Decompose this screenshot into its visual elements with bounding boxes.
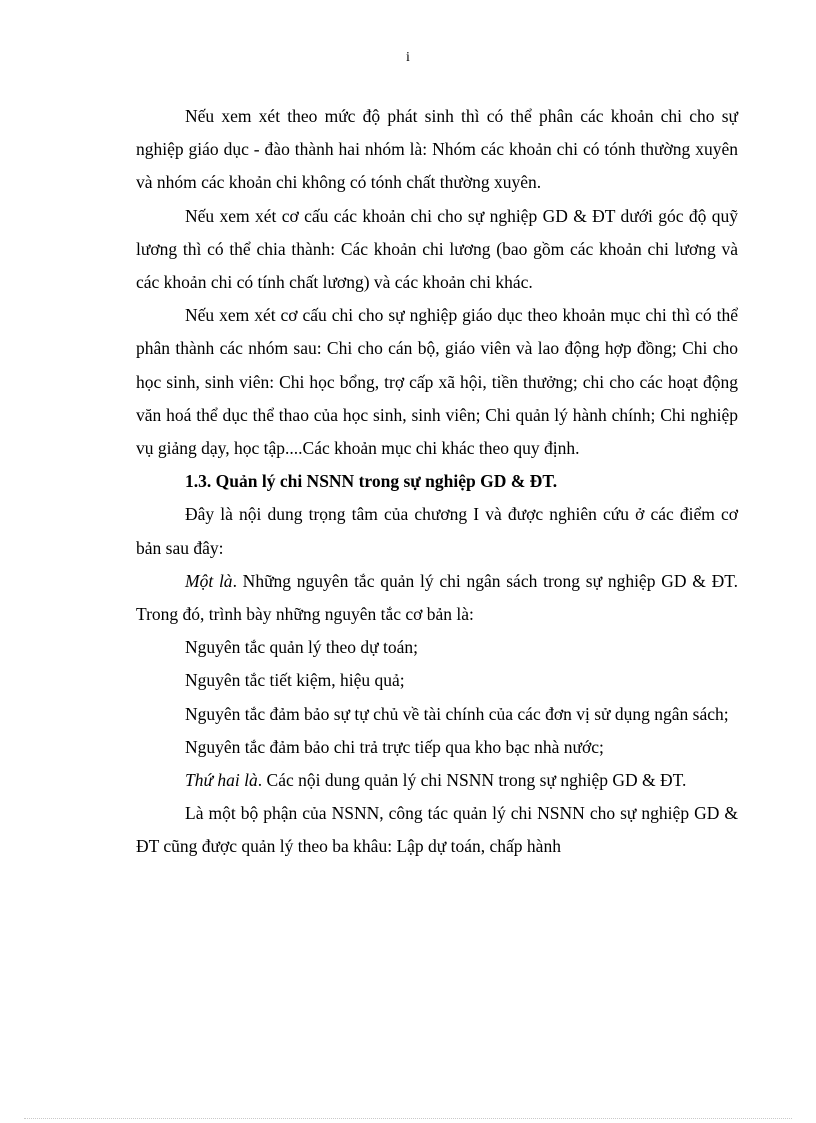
page-number: i [406,50,410,65]
section-heading: 1.3. Quản lý chi NSNN trong sự nghiệp GD & ĐT. [185,471,558,492]
paragraph: Nếu xem xét cơ cấu chi cho sự nghiệp giáo dục theo khoản mục chi thì có thể phân thành các nhóm sau: Chi cho cán bộ, giáo viên và lao động hợp đồng; Chi cho học sinh, sinh viên: Chi học bổng, trợ cấp xã hội, tiền thưởng; chi cho các hoạt động văn hoá thể dục thể thao của học sinh, sinh viên; Chi quản lý hành chính; Chi nghiệp vụ giảng dạy, học tập....Các khoản mục chi khác theo quy định. [136,305,738,459]
principle-item: Nguyên tắc tiết kiệm, hiệu quả; [185,670,405,691]
point-two-text: . Các nội dung quản lý chi NSNN trong sự nghiệp GD & ĐT. [257,770,687,791]
point-one-label: Một là [185,570,233,591]
principle-item: Nguyên tắc quản lý theo dự toán; [185,637,419,658]
point-two [136,764,738,797]
point-one-text: . Những nguyên tắc quản lý chi ngân sách trong sự nghiệp GD & ĐT. Trong đó, trình bày những nguyên tắc cơ bản là: [136,570,738,625]
page-bottom-rule [24,1118,792,1119]
closing-paragraph: Là một bộ phận của NSNN, công tác quản lý chi NSNN cho sự nghiệp GD & ĐT cũng được quản lý theo ba khâu: Lập dự toán, chấp hành [136,803,738,857]
point-one [136,565,738,631]
paragraph: Nếu xem xét theo mức độ phát sinh thì có thể phân các khoản chi cho sự nghiệp giáo dục - đào thành hai nhóm là: Nhóm các khoản chi có tónh thường xuyên và nhóm các khoản chi không có tónh chất thường xuyên. [136,106,738,193]
paragraph: Nếu xem xét cơ cấu các khoản chi cho sự nghiệp GD & ĐT dưới góc độ quỹ lương thì có thể chia thành: Các khoản chi lương (bao gồm các khoản chi lương và các khoản chi có tính chất lương) và các khoản chi khác. [136,205,738,293]
point-two-label: Thứ hai là [185,770,258,791]
principle-item: Nguyên tắc đảm bảo sự tự chủ về tài chính của các đơn vị sử dụng ngân sách; [185,703,729,724]
section-intro: Đây là nội dung trọng tâm của chương I và được nghiên cứu ở các điểm cơ bản sau đây: [136,504,738,558]
document-body [136,100,738,864]
principle-item: Nguyên tắc đảm bảo chi trả trực tiếp qua kho bạc nhà nước; [185,736,604,757]
